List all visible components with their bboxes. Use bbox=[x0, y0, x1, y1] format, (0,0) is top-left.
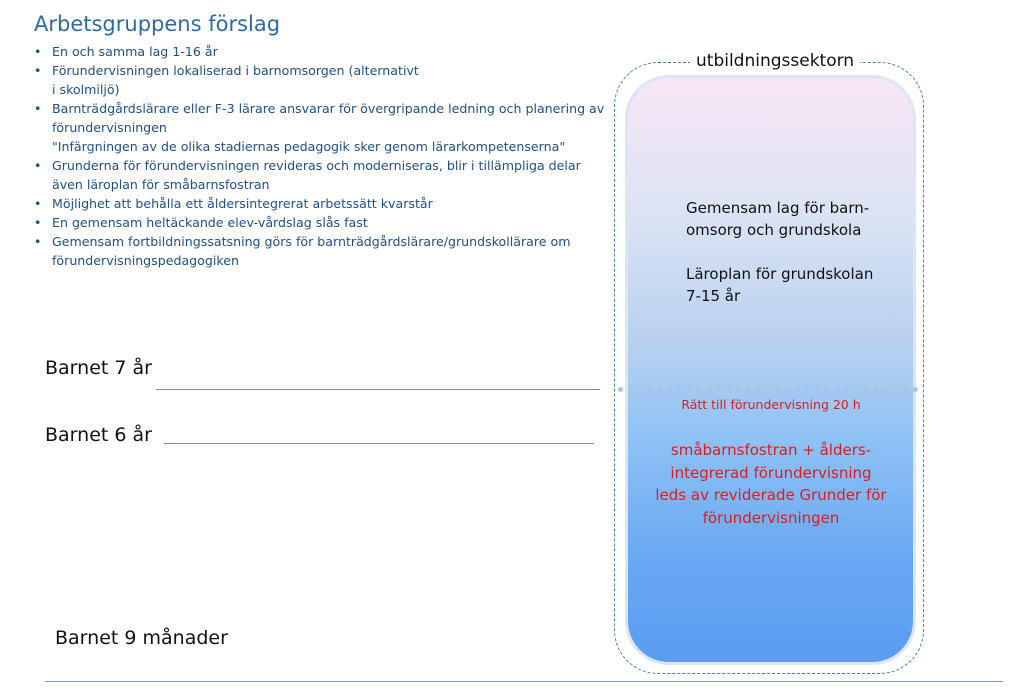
early-childhood-line-3: leds av reviderade Grunder för bbox=[655, 486, 887, 504]
age-line-7-years bbox=[156, 389, 600, 390]
bullet-item bbox=[34, 99, 609, 156]
bullet-item bbox=[34, 156, 609, 194]
bullet-text: Förundervisningen lokaliserad i barnomsorgen (alternativt i skolmiljö) bbox=[52, 63, 419, 97]
age-7-dotted-divider bbox=[618, 387, 918, 392]
bullet-text: En och samma lag 1-16 år bbox=[52, 44, 218, 59]
bullet-item bbox=[34, 42, 609, 61]
age-label-7-years: Barnet 7 år bbox=[45, 357, 152, 379]
bullet-dot-icon: • bbox=[34, 215, 42, 230]
curriculum-text bbox=[686, 263, 873, 307]
bullet-item bbox=[34, 61, 609, 99]
slide-title: Arbetsgruppens förslag bbox=[34, 12, 281, 36]
education-sector-column bbox=[625, 75, 916, 665]
bullet-item bbox=[34, 213, 609, 232]
bullet-dot-icon: • bbox=[34, 196, 42, 211]
bullet-text: Gemensam fortbildningssatsning görs för barnträdgårdslärare/grundskollärare om förundervisningspedagogiken bbox=[52, 234, 571, 268]
bullet-dot-icon: • bbox=[34, 101, 42, 116]
early-childhood-line-4: förundervisningen bbox=[702, 508, 840, 527]
bullet-text: Grunderna för förundervisningen revideras och moderniseras, blir i tillämpliga delar även läroplan för småbarnsfostran bbox=[52, 158, 581, 192]
early-childhood-line-1: småbarnsfostran + ålders- bbox=[670, 441, 872, 459]
common-law-line-2: omsorg och grundskola bbox=[686, 221, 862, 239]
early-childhood-line-2: integrerad förundervisning bbox=[670, 463, 872, 482]
common-law-line-1: Gemensam lag för barn- bbox=[686, 199, 870, 217]
bullet-text: Möjlighet att behålla ett åldersintegrerat arbetssätt kvarstår bbox=[52, 196, 433, 211]
bullet-item bbox=[34, 194, 609, 213]
bullet-dot-icon: • bbox=[34, 158, 42, 173]
curriculum-line-1: Läroplan för grundskolan bbox=[686, 265, 874, 283]
bullet-item bbox=[34, 232, 609, 270]
curriculum-line-2: 7-15 år bbox=[686, 287, 741, 305]
age-label-9-months: Barnet 9 månader bbox=[55, 627, 228, 649]
early-childhood-education-text bbox=[636, 439, 906, 529]
bullet-text: Barnträdgårdslärare eller F-3 lärare ansvarar för övergripande ledning och planering av förundervisningen "Infärgningen av de olika stadiernas pedagogik sker genom lärarkompetenserna" bbox=[52, 101, 605, 154]
bullet-dot-icon: • bbox=[34, 234, 42, 249]
age-line-6-years bbox=[164, 443, 594, 444]
age-label-6-years: Barnet 6 år bbox=[45, 424, 152, 446]
right-to-preschool-text: Rätt till förundervisning 20 h bbox=[681, 397, 861, 412]
bullet-dot-icon: • bbox=[34, 44, 42, 59]
bottom-divider bbox=[45, 681, 1003, 682]
education-sector-label: utbildningssektorn bbox=[690, 51, 860, 71]
bullet-dot-icon: • bbox=[34, 63, 42, 78]
common-law-text bbox=[686, 197, 869, 241]
proposal-bullet-list bbox=[34, 42, 609, 270]
bullet-text: En gemensam heltäckande elev-vårdslag slås fast bbox=[52, 215, 368, 230]
